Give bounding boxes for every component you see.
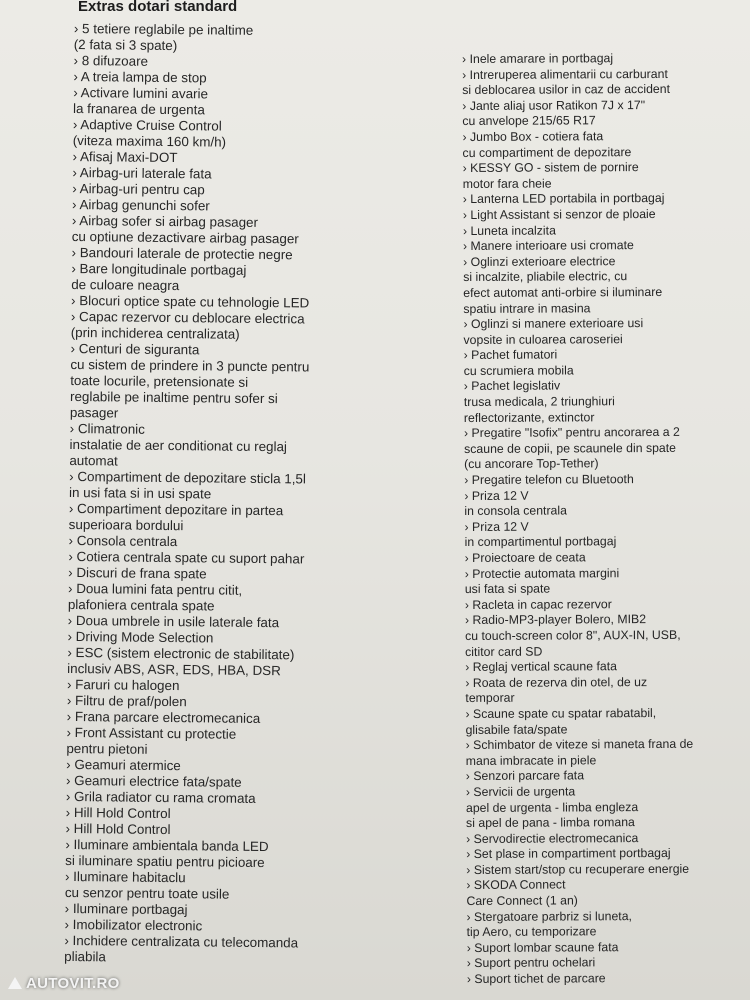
list-item: in compartimentul portbagaj <box>464 534 617 550</box>
list-item: si iluminare spatiu pentru picioare <box>65 852 265 871</box>
list-item: › Racleta in capac rezervor <box>464 597 612 612</box>
list-item: › Cotiera centrala spate cu suport pahar <box>68 548 305 567</box>
list-item: scaune de copii, pe scaunele din spate <box>464 440 677 456</box>
list-item: › Hill Hold Control <box>65 820 171 838</box>
list-item: › Discuri de frana spate <box>68 564 207 582</box>
list-item: › Lanterna LED portabila in portbagaj <box>462 191 665 207</box>
list-item: › Scaune spate cu spatar rabatabil, <box>465 705 657 721</box>
list-item: › Doua umbrele in usile laterale fata <box>67 612 280 631</box>
list-item: › Set plase in compartiment portbagaj <box>466 846 671 862</box>
list-item: › Frana parcare electromecanica <box>66 708 261 726</box>
logo-triangle-icon <box>8 977 22 989</box>
list-item: › Compartiment depozitare in partea <box>68 500 284 519</box>
list-item: › Capac rezervor cu deblocare electrica <box>70 308 305 327</box>
document-title: Extras dotari standard <box>78 0 238 15</box>
list-item: reflectorizante, extinctor <box>463 409 595 425</box>
list-item: (cu ancorare Top-Tether) <box>464 456 599 472</box>
watermark-text: AUTOVIT.RO <box>26 975 120 992</box>
list-item: glisabile fata/spate <box>465 721 568 737</box>
list-item: › Proiectoare de ceata <box>464 550 586 565</box>
list-item: › Servodirectie electromecanica <box>466 830 639 846</box>
list-item: (viteza maxima 160 km/h) <box>72 132 227 150</box>
list-item: › Priza 12 V <box>464 519 529 534</box>
list-item: cu sistem de prindere in 3 puncte pentru <box>70 356 310 375</box>
list-item: › Pachet legislativ <box>463 378 561 394</box>
list-item: pentru pietoni <box>66 740 148 757</box>
list-item: › 5 tetiere reglabile pe inaltime <box>73 21 254 38</box>
list-item: pliabila <box>64 948 106 965</box>
list-item: › ESC (sistem electronic de stabilitate) <box>67 644 295 663</box>
list-item: › Schimbator de viteze si maneta frana de <box>465 736 694 753</box>
list-item: cititor card SD <box>465 644 543 659</box>
list-item: la franarea de urgenta <box>73 100 205 118</box>
list-item: in consola centrala <box>464 503 567 519</box>
list-item: de culoare neagra <box>71 276 180 294</box>
list-item: › 8 difuzoare <box>73 52 149 69</box>
list-item: › Driving Mode Selection <box>67 628 214 646</box>
list-item: › Protectie automata margini <box>464 565 620 581</box>
list-item: reglabile pe inaltime pentru sofer si <box>69 388 278 407</box>
list-item: › Iluminare ambientala banda LED <box>65 836 269 855</box>
list-item: › Blocuri optice spate cu tehnologie LED <box>70 292 310 311</box>
list-item: › Iluminare habitaclu <box>64 868 186 886</box>
list-item: cu anvelope 215/65 R17 <box>462 113 596 129</box>
list-item: › Radio-MP3-player Bolero, MIB2 <box>464 612 647 628</box>
list-item: › Grila radiator cu rama cromata <box>65 788 256 806</box>
list-item: › Iluminare portbagaj <box>64 900 188 918</box>
watermark-logo <box>8 975 120 992</box>
list-item: › Suport pentru ochelari <box>466 955 596 971</box>
list-item: › A treia lampa de stop <box>73 68 207 86</box>
list-item: › Filtru de praf/polen <box>66 692 187 710</box>
list-item: › Airbag sofer si airbag pasager <box>71 212 259 230</box>
list-item: › Imobilizator electronic <box>64 916 203 934</box>
list-item: › Stergatoare parbriz si luneta, <box>466 908 632 924</box>
list-item: › Consola centrala <box>68 532 178 550</box>
list-item: › Faruri cu halogen <box>66 676 180 694</box>
list-item: › Jumbo Box - cotiera fata <box>462 129 604 144</box>
list-item: › Doua lumini fata pentru citit, <box>67 580 243 598</box>
list-item: tip Aero, cu temporizare <box>466 924 597 940</box>
list-item: › KESSY GO - sistem de pornire <box>462 160 639 176</box>
list-item: Care Connect (1 an) <box>466 893 578 909</box>
list-item: › Compartiment de depozitare sticla 1,5l <box>69 468 306 487</box>
list-item: usi fata si spate <box>464 581 551 597</box>
list-item: › Airbag genunchi sofer <box>71 196 210 214</box>
list-item: › Suport tichet de parcare <box>466 971 606 987</box>
list-item: › Senzori parcare fata <box>465 768 585 784</box>
list-item: › Servicii de urgenta <box>465 784 576 799</box>
list-item: › Suport lombar scaune fata <box>466 940 619 955</box>
list-item: › Geamuri electrice fata/spate <box>65 772 242 790</box>
list-item: instalatie de aer conditionat cu reglaj <box>69 436 288 455</box>
list-item: › Geamuri atermice <box>66 756 181 774</box>
list-item: › Activare lumini avarie <box>73 84 209 102</box>
list-item: › Manere interioare usi cromate <box>462 238 634 254</box>
list-item: cu scrumiera mobila <box>463 363 574 378</box>
list-item: mana imbracate in piele <box>465 753 597 768</box>
list-item: › Sistem start/stop cu recuperare energie <box>466 861 690 877</box>
list-item: automat <box>69 452 118 469</box>
list-item: › Inele amarare in portbagaj <box>462 51 614 66</box>
list-item: in usi fata si in usi spate <box>68 484 212 502</box>
list-item: trusa medicala, 2 triunghiuri <box>463 394 615 410</box>
list-item: › Luneta incalzita <box>462 223 556 238</box>
list-item: › Bandouri laterale de protectie negre <box>71 244 293 263</box>
list-item: cu compartiment de depozitare <box>462 144 632 160</box>
list-item: › Bare longitudinale portbagaj <box>71 260 247 278</box>
list-item: inclusiv ABS, ASR, EDS, HBA, DSR <box>67 660 281 679</box>
list-item: › Inchidere centralizata cu telecomanda <box>64 932 299 951</box>
list-item: › Reglaj vertical scaune fata <box>465 659 618 675</box>
list-item: (2 fata si 3 spate) <box>73 36 178 54</box>
list-item: temporar <box>465 691 515 706</box>
list-item: › Pachet fumatori <box>463 347 558 363</box>
list-item: plafoniera centrala spate <box>67 596 215 614</box>
right-column <box>462 50 750 987</box>
list-item: pasager <box>69 404 119 421</box>
list-item: › Airbag-uri laterale fata <box>72 164 212 182</box>
list-item: apel de urgenta - limba engleza <box>465 799 639 815</box>
list-item: › Airbag-uri pentru cap <box>72 180 205 198</box>
list-item: › Jante aliaj usor Ratikon 7J x 17" <box>462 97 646 113</box>
list-item: si deblocarea usilor in caz de accident <box>462 82 671 98</box>
list-item: › Roata de rezerva din otel, de uz <box>465 674 648 690</box>
list-item: › SKODA Connect <box>466 877 566 893</box>
left-column <box>64 21 384 968</box>
list-item: motor fara cheie <box>462 176 552 191</box>
list-item: › Oglinzi exterioare electrice <box>463 253 616 269</box>
list-item: › Front Assistant cu protectie <box>66 724 237 742</box>
list-item: si apel de pana - limba romana <box>466 815 635 831</box>
list-item: › Afisaj Maxi-DOT <box>72 148 178 166</box>
list-item: › Pregatire telefon cu Bluetooth <box>464 472 634 488</box>
list-item: cu senzor pentru toate usile <box>64 884 230 902</box>
list-item: › Adaptive Cruise Control <box>72 116 222 134</box>
list-item: efect automat anti-orbire si iluminare <box>463 284 663 300</box>
list-item: › Light Assistant si senzor de ploaie <box>462 206 656 222</box>
list-item: spatiu intrare in masina <box>463 300 591 316</box>
list-item: vopsite in culoarea caroseriei <box>463 331 623 347</box>
list-item: toate locurile, pretensionate si <box>70 372 249 390</box>
list-item: › Pregatire "Isofix" pentru ancorarea a 2 <box>463 425 680 441</box>
list-item: › Hill Hold Control <box>65 804 171 822</box>
list-item: › Priza 12 V <box>464 488 529 503</box>
list-item: › Intreruperea alimentarii cu carburant <box>462 66 668 82</box>
list-item: cu optiune dezactivare airbag pasager <box>71 228 299 247</box>
list-item: si incalzite, pliabile electric, cu <box>463 269 628 285</box>
list-item: (prin inchiderea centralizata) <box>70 324 240 342</box>
list-item: superioara bordului <box>68 516 184 534</box>
list-item: › Climatronic <box>69 420 145 437</box>
list-item: › Oglinzi si manere exterioare usi <box>463 316 644 332</box>
list-item: › Centuri de siguranta <box>70 340 200 358</box>
list-item: cu touch-screen color 8", AUX-IN, USB, <box>465 627 681 643</box>
